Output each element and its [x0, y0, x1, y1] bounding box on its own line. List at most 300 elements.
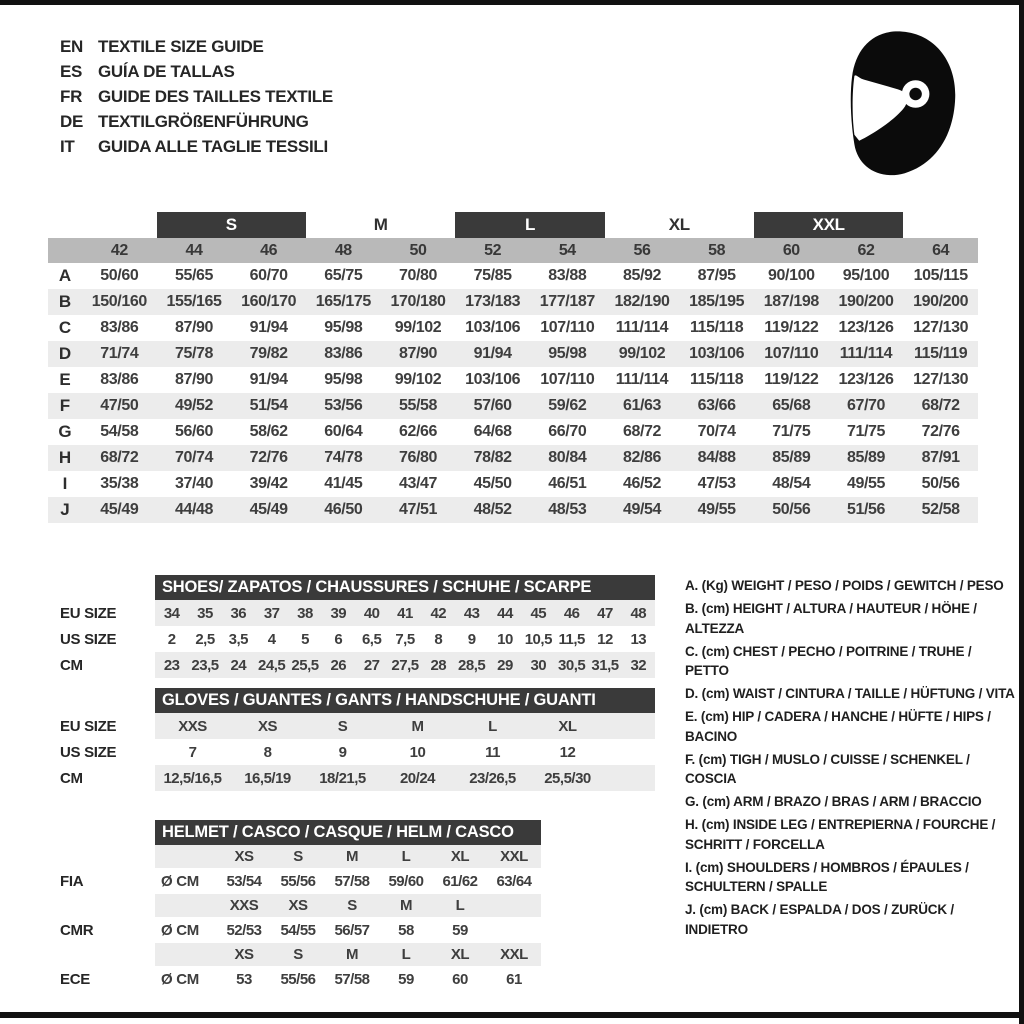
- measure-row-g: [48, 419, 978, 445]
- measure-value: 111/114: [615, 319, 669, 336]
- shoes-value: 28,5: [458, 656, 486, 674]
- helmet-values-cmr: [155, 917, 541, 943]
- size-column-header: 54: [558, 241, 576, 259]
- shoes-value: 26: [330, 656, 347, 674]
- frame-right-line: [1019, 0, 1024, 1024]
- shoes-value: 5: [301, 630, 309, 648]
- measure-value: 63/66: [697, 397, 736, 414]
- measure-value: 59/62: [548, 397, 587, 414]
- measure-value: 87/95: [697, 267, 736, 284]
- legend-item-h: H. (cm) INSIDE LEG / ENTREPIERNA / FOURCHE / SCHRITT / FORCELLA: [685, 817, 996, 852]
- legend-item-i: I. (cm) SHOULDERS / HOMBROS / ÉPAULES / SCHULTERN / SPALLE: [685, 859, 969, 894]
- language-row-de: [60, 109, 333, 134]
- shoes-value: 27,5: [391, 656, 419, 674]
- measure-value: 111/114: [839, 345, 893, 362]
- helmet-circumference-value: 59: [452, 921, 468, 939]
- gloves-value: 20/24: [399, 769, 436, 787]
- gloves-value: 12: [559, 743, 576, 761]
- measure-value: 87/91: [921, 449, 960, 466]
- measure-row-letter: A: [58, 266, 72, 285]
- measure-value: 87/90: [174, 319, 214, 336]
- measure-row-letter: H: [58, 448, 72, 467]
- helmet-circumference-value: 60: [452, 970, 468, 988]
- shoes-row-label: EU SIZE: [60, 604, 117, 622]
- helmet-header-spacer: [60, 820, 155, 845]
- measure-value: 45/50: [473, 475, 512, 492]
- gloves-value: XS: [257, 717, 277, 735]
- measure-value: 90/100: [768, 267, 815, 284]
- gloves-value: 7: [188, 743, 197, 761]
- shoes-value: 9: [467, 630, 476, 648]
- measure-value: 68/72: [622, 423, 662, 440]
- helmet-circumference-value: 61: [506, 970, 522, 988]
- measure-value: 49/55: [846, 475, 886, 492]
- racing-helmet-icon: [840, 28, 960, 178]
- shoes-value: 11,5: [558, 630, 585, 648]
- helmet-unit-label: Ø CM: [161, 921, 199, 939]
- shoes-value: 38: [297, 604, 313, 622]
- measure-value: 85/89: [772, 449, 811, 466]
- size-group-xxl: XXL: [754, 212, 903, 238]
- measure-value: 37/40: [174, 475, 214, 492]
- helmet-size-label: L: [401, 946, 411, 963]
- shoes-value: 24: [230, 656, 247, 674]
- helmet-circumference-value: 58: [398, 921, 414, 939]
- measure-value: 111/114: [615, 371, 669, 388]
- helmet-sizes-spacer: [60, 894, 155, 917]
- helmet-size-label: S: [293, 946, 303, 963]
- sizes-header-row: [48, 238, 978, 263]
- shoes-value: 37: [263, 604, 280, 622]
- language-code: DE: [60, 111, 84, 131]
- measure-value: 127/130: [913, 371, 969, 388]
- measure-value: 60/70: [249, 267, 288, 284]
- shoes-row-cm: [60, 652, 655, 678]
- legend-item-a: A. (Kg) WEIGHT / PESO / POIDS / GEWITCH / PESO: [685, 578, 1004, 593]
- shoes-value: 32: [630, 656, 647, 674]
- measure-value: 160/170: [241, 293, 297, 310]
- measure-value: 91/94: [249, 319, 288, 336]
- shoes-value: 39: [330, 604, 347, 622]
- measure-value: 35/38: [100, 475, 139, 492]
- measure-value: 54/58: [100, 423, 139, 440]
- helmet-unit-label: Ø CM: [161, 970, 199, 988]
- gloves-value: 23/26,5: [469, 769, 516, 787]
- measure-value: 95/98: [548, 345, 587, 362]
- measure-value: 95/98: [324, 371, 363, 388]
- shoes-value: 35: [197, 604, 213, 622]
- shoes-row-values: [155, 600, 655, 626]
- shoes-value: 28: [430, 656, 447, 674]
- measure-value: 123/126: [838, 319, 894, 336]
- frame-bottom-line: [0, 1012, 1024, 1018]
- measure-value: 87/90: [174, 371, 214, 388]
- measure-row-letter: J: [60, 500, 70, 519]
- measure-value: 99/102: [394, 371, 442, 388]
- helmet-values-row-fia: [60, 868, 541, 894]
- gloves-header-spacer: [60, 688, 155, 713]
- measure-value: 56/60: [174, 423, 214, 440]
- measure-value: 67/70: [846, 397, 886, 414]
- measure-value: 95/100: [842, 267, 890, 284]
- measure-value: 46/50: [324, 501, 363, 518]
- size-column-header: 42: [110, 241, 128, 259]
- measure-value: 70/80: [398, 267, 438, 284]
- helmet-size-label: XXS: [229, 897, 259, 914]
- shoes-value: 6,5: [361, 630, 382, 648]
- measure-value: 53/56: [324, 397, 363, 414]
- shoes-value: 42: [430, 604, 447, 622]
- measure-value: 95/98: [324, 319, 363, 336]
- legend-item-d: D. (cm) WAIST / CINTURA / TAILLE / HÜFTUNG / VITA: [685, 686, 1015, 701]
- measure-value: 115/118: [690, 319, 744, 336]
- shoes-header-spacer: [60, 575, 155, 600]
- shoes-value: 10: [497, 630, 513, 648]
- measure-value: 46/51: [548, 475, 587, 492]
- main-size-table-body: [48, 263, 978, 523]
- measure-value: 79/82: [249, 345, 288, 362]
- language-row-es: [60, 59, 333, 84]
- measure-row-e: [48, 367, 978, 393]
- helmet-size-label: XXL: [500, 848, 528, 865]
- guide-title-de: TEXTILGRÖßENFÜHRUNG: [98, 111, 309, 131]
- size-group-l: L: [455, 212, 604, 238]
- helmet-circumference-value: 59: [398, 970, 414, 988]
- legend-item-e: E. (cm) HIP / CADERA / HANCHE / HÜFTE / HIPS / BACINO: [685, 709, 991, 744]
- measure-value: 39/42: [249, 475, 288, 492]
- helmet-standard-label: ECE: [60, 970, 90, 988]
- sizes-row-spacer: [48, 238, 82, 263]
- measure-value: 62/66: [398, 423, 438, 440]
- gloves-row-eu-size: [60, 713, 655, 739]
- helmet-circumference-value: 59/60: [388, 872, 424, 890]
- shoes-value: 47: [597, 604, 613, 622]
- helmet-title: HELMET / CASCO / CASQUE / HELM / CASCO: [162, 823, 514, 841]
- measure-row-h: [48, 445, 978, 471]
- shoes-value: 8: [434, 630, 443, 648]
- helmet-circumference-value: 53: [236, 970, 252, 988]
- measure-value: 75/85: [473, 267, 512, 284]
- measure-value: 49/55: [697, 501, 736, 518]
- shoes-value: 29: [497, 656, 513, 674]
- measure-row-letter: C: [58, 318, 72, 337]
- gloves-row-us-size: [60, 739, 655, 765]
- measure-value: 51/56: [846, 501, 886, 518]
- measure-value: 49/52: [174, 397, 214, 414]
- helmet-values-ece: [155, 966, 541, 992]
- shoes-value: 48: [630, 604, 647, 622]
- measure-row-letter: F: [59, 396, 71, 415]
- gloves-value: 12,5/16,5: [163, 769, 222, 787]
- shoes-title: SHOES/ ZAPATOS / CHAUSSURES / SCHUHE / SCARPE: [162, 578, 592, 596]
- measure-row-letter: B: [58, 292, 72, 311]
- shoes-row-label: CM: [60, 656, 83, 674]
- size-group-m: M: [373, 215, 388, 234]
- measure-value: 66/70: [548, 423, 587, 440]
- helmet-values-fia: [155, 868, 541, 894]
- measure-value: 83/86: [100, 371, 139, 388]
- helmet-standard-label: FIA: [60, 872, 84, 890]
- gloves-row-cm: [60, 765, 655, 791]
- measure-value: 103/106: [689, 345, 745, 362]
- measure-value: 71/75: [846, 423, 886, 440]
- shoes-row-values: [155, 652, 655, 678]
- helmet-circumference-value: 57/58: [334, 970, 370, 988]
- measure-value: 107/110: [540, 371, 595, 388]
- helmet-sizes-row-ece: [60, 943, 541, 966]
- shoes-row-label: US SIZE: [60, 630, 117, 648]
- measure-value: 107/110: [540, 319, 595, 336]
- shoes-value: 25,5: [291, 656, 319, 674]
- helmet-circumference-value: 53/54: [226, 872, 262, 890]
- size-group-xl: XL: [668, 215, 690, 234]
- gloves-row-values: [155, 765, 655, 791]
- measure-value: 173/183: [465, 293, 521, 310]
- measure-value: 47/51: [398, 501, 438, 518]
- measure-value: 45/49: [100, 501, 139, 518]
- gloves-value: XXS: [178, 717, 207, 735]
- measure-value: 83/86: [100, 319, 139, 336]
- measure-value: 182/190: [614, 293, 670, 310]
- measure-value: 65/68: [772, 397, 811, 414]
- shoes-header-row: [60, 575, 655, 600]
- helmet-sizes-row-fia: [60, 845, 541, 868]
- gloves-value: 11: [485, 743, 500, 761]
- measure-value: 58/62: [249, 423, 288, 440]
- measure-value: 83/88: [548, 267, 587, 284]
- helmet-header-row: [60, 820, 541, 845]
- measure-value: 51/54: [249, 397, 288, 414]
- measure-value: 52/58: [921, 501, 960, 518]
- legend-item-g: G. (cm) ARM / BRAZO / BRAS / ARM / BRACCIO: [685, 794, 982, 809]
- measure-value: 75/78: [174, 345, 214, 362]
- helmet-table: [60, 820, 541, 992]
- measure-value: 64/68: [473, 423, 512, 440]
- shoes-value: 34: [163, 604, 180, 622]
- helmet-circumference-value: 54/55: [280, 921, 316, 939]
- helmet-circumference-value: 55/56: [280, 970, 316, 988]
- shoes-value: 46: [563, 604, 580, 622]
- helmet-circumference-value: 52/53: [226, 921, 262, 939]
- measure-value: 70/74: [174, 449, 214, 466]
- shoes-value: 23,5: [191, 656, 219, 674]
- shoes-value: 13: [630, 630, 647, 648]
- measure-value: 99/102: [394, 319, 442, 336]
- shoes-value: 30,5: [558, 656, 586, 674]
- helmet-circumference-value: 63/64: [496, 872, 532, 890]
- size-column-header: 62: [857, 241, 875, 259]
- measure-row-f: [48, 393, 978, 419]
- shoes-value: 4: [267, 630, 276, 648]
- measure-value: 60/64: [324, 423, 363, 440]
- helmet-circumference-value: 61/62: [442, 872, 478, 890]
- helmet-sizes-spacer: [60, 845, 155, 868]
- measure-value: 123/126: [838, 371, 894, 388]
- guide-title-fr: GUIDE DES TAILLES TEXTILE: [98, 86, 333, 106]
- helmet-standard-label: CMR: [60, 921, 94, 939]
- helmet-size-label: L: [401, 848, 411, 865]
- helmet-size-label: XL: [450, 848, 470, 865]
- gloves-row-values: [155, 713, 655, 739]
- measure-value: 47/53: [697, 475, 736, 492]
- language-row-fr: [60, 84, 333, 109]
- helmet-values-row-cmr: [60, 917, 541, 943]
- gloves-value: 25,5/30: [544, 769, 591, 787]
- shoes-value: 3,5: [228, 630, 248, 648]
- shoes-value: 24,5: [258, 656, 286, 674]
- measure-value: 43/47: [398, 475, 438, 492]
- gloves-row-label: US SIZE: [60, 743, 117, 761]
- measure-value: 76/80: [398, 449, 438, 466]
- legend-item-b: B. (cm) HEIGHT / ALTURA / HAUTEUR / HÖHE / ALTEZZA: [685, 601, 977, 636]
- gloves-table: [60, 688, 655, 791]
- measure-value: 50/56: [921, 475, 960, 492]
- helmet-sizes-ece: [155, 943, 541, 966]
- measure-value: 74/78: [324, 449, 363, 466]
- helmet-size-label: M: [400, 897, 412, 914]
- frame-top-line: [0, 0, 1024, 5]
- helmet-size-label: M: [346, 848, 358, 865]
- measure-value: 103/106: [465, 319, 521, 336]
- measure-value: 72/76: [921, 423, 960, 440]
- size-column-header: 56: [633, 241, 651, 259]
- helmet-values-row-ece: [60, 966, 541, 992]
- measure-value: 78/82: [473, 449, 512, 466]
- measure-value: 72/76: [249, 449, 288, 466]
- measure-value: 107/110: [764, 345, 819, 362]
- size-column-header: 50: [409, 241, 427, 259]
- size-groups-row: [82, 212, 978, 238]
- shoes-value: 43: [463, 604, 480, 622]
- measure-value: 80/84: [548, 449, 587, 466]
- measure-value: 55/58: [398, 397, 438, 414]
- helmet-size-label: XS: [234, 848, 254, 865]
- shoes-value: 36: [230, 604, 247, 622]
- measure-value: 127/130: [913, 319, 969, 336]
- shoes-value: 40: [363, 604, 380, 622]
- measure-value: 103/106: [465, 371, 521, 388]
- measure-value: 48/53: [548, 501, 587, 518]
- size-column-header: 60: [782, 241, 800, 259]
- measure-row-d: [48, 341, 978, 367]
- language-code: FR: [60, 86, 83, 106]
- legend-item-j: J. (cm) BACK / ESPALDA / DOS / ZURÜCK / INDIETRO: [685, 902, 954, 937]
- shoes-value: 6: [334, 630, 343, 648]
- language-row-en: [60, 34, 333, 59]
- measure-value: 48/52: [473, 501, 512, 518]
- helmet-size-label: S: [347, 897, 357, 914]
- measure-value: 68/72: [100, 449, 139, 466]
- measure-row-letter: E: [59, 370, 71, 389]
- helmet-sizes-cmr: [155, 894, 541, 917]
- gloves-value: 9: [338, 743, 347, 761]
- measure-value: 65/75: [324, 267, 363, 284]
- shoes-value: 41: [397, 604, 413, 622]
- language-code: EN: [60, 36, 84, 56]
- helmet-circumference-value: 56/57: [334, 921, 370, 939]
- gloves-value: 16,5/19: [244, 769, 291, 787]
- shoes-row-us-size: [60, 626, 655, 652]
- shoes-value: 2: [167, 630, 176, 648]
- gloves-value: 10: [409, 743, 426, 761]
- measure-value: 119/122: [764, 371, 819, 388]
- gloves-value: M: [411, 717, 424, 735]
- size-column-header: 44: [185, 241, 203, 259]
- measure-value: 115/118: [690, 371, 744, 388]
- measure-row-j: [48, 497, 978, 523]
- measure-value: 190/200: [913, 293, 969, 310]
- shoes-value: 44: [497, 604, 513, 622]
- shoes-value: 7,5: [395, 630, 415, 648]
- gloves-title-band: [155, 688, 655, 713]
- measure-value: 48/54: [772, 475, 811, 492]
- language-row-it: [60, 134, 333, 159]
- measure-value: 71/74: [100, 345, 139, 362]
- measure-value: 185/195: [689, 293, 745, 310]
- guide-title-it: GUIDA ALLE TAGLIE TESSILI: [98, 136, 328, 156]
- measure-value: 45/49: [249, 501, 288, 518]
- measure-value: 155/165: [166, 293, 222, 310]
- measure-value: 57/60: [473, 397, 512, 414]
- measure-value: 41/45: [324, 475, 363, 492]
- measurement-legend: [685, 576, 1017, 943]
- shoes-value: 30: [530, 656, 547, 674]
- measure-row-c: [48, 315, 978, 341]
- size-column-header: 58: [708, 241, 726, 259]
- helmet-sizes-fia: [155, 845, 541, 868]
- measure-value: 170/180: [390, 293, 446, 310]
- helmet-sizes-row-cmr: [60, 894, 541, 917]
- size-column-header: 46: [260, 241, 278, 259]
- helmet-size-label: XL: [450, 946, 470, 963]
- measure-value: 82/86: [622, 449, 662, 466]
- measure-value: 61/63: [622, 397, 662, 414]
- gloves-value: 18/21,5: [319, 769, 366, 787]
- gloves-header-row: [60, 688, 655, 713]
- helmet-circumference-value: 57/58: [334, 872, 370, 890]
- measure-value: 91/94: [249, 371, 288, 388]
- measure-row-i: [48, 471, 978, 497]
- measure-value: 44/48: [174, 501, 214, 518]
- helmet-size-label: XS: [234, 946, 254, 963]
- measure-value: 55/65: [174, 267, 214, 284]
- shoes-value: 12: [597, 630, 613, 648]
- helmet-size-label: L: [455, 897, 465, 914]
- measure-value: 46/52: [622, 475, 662, 492]
- helmet-size-label: M: [346, 946, 358, 963]
- helmet-title-band: [155, 820, 541, 845]
- shoes-table: [60, 575, 655, 678]
- measure-value: 83/86: [324, 345, 363, 362]
- measure-value: 190/200: [838, 293, 894, 310]
- gloves-value: L: [488, 717, 497, 735]
- shoes-row-eu-size: [60, 600, 655, 626]
- measure-value: 99/102: [618, 345, 666, 362]
- shoes-value: 27: [363, 656, 380, 674]
- measure-value: 85/89: [846, 449, 886, 466]
- shoes-value: 2,5: [195, 630, 215, 648]
- gloves-row-label: EU SIZE: [60, 717, 117, 735]
- language-code: ES: [60, 61, 83, 81]
- shoes-value: 31,5: [591, 656, 619, 674]
- measure-value: 177/187: [539, 293, 595, 310]
- measure-value: 115/119: [914, 345, 968, 362]
- measure-row-b: [48, 289, 978, 315]
- measure-row-letter: I: [62, 474, 68, 493]
- measure-value: 150/160: [91, 293, 147, 310]
- measure-value: 50/60: [100, 267, 139, 284]
- size-column-header: 48: [334, 241, 352, 259]
